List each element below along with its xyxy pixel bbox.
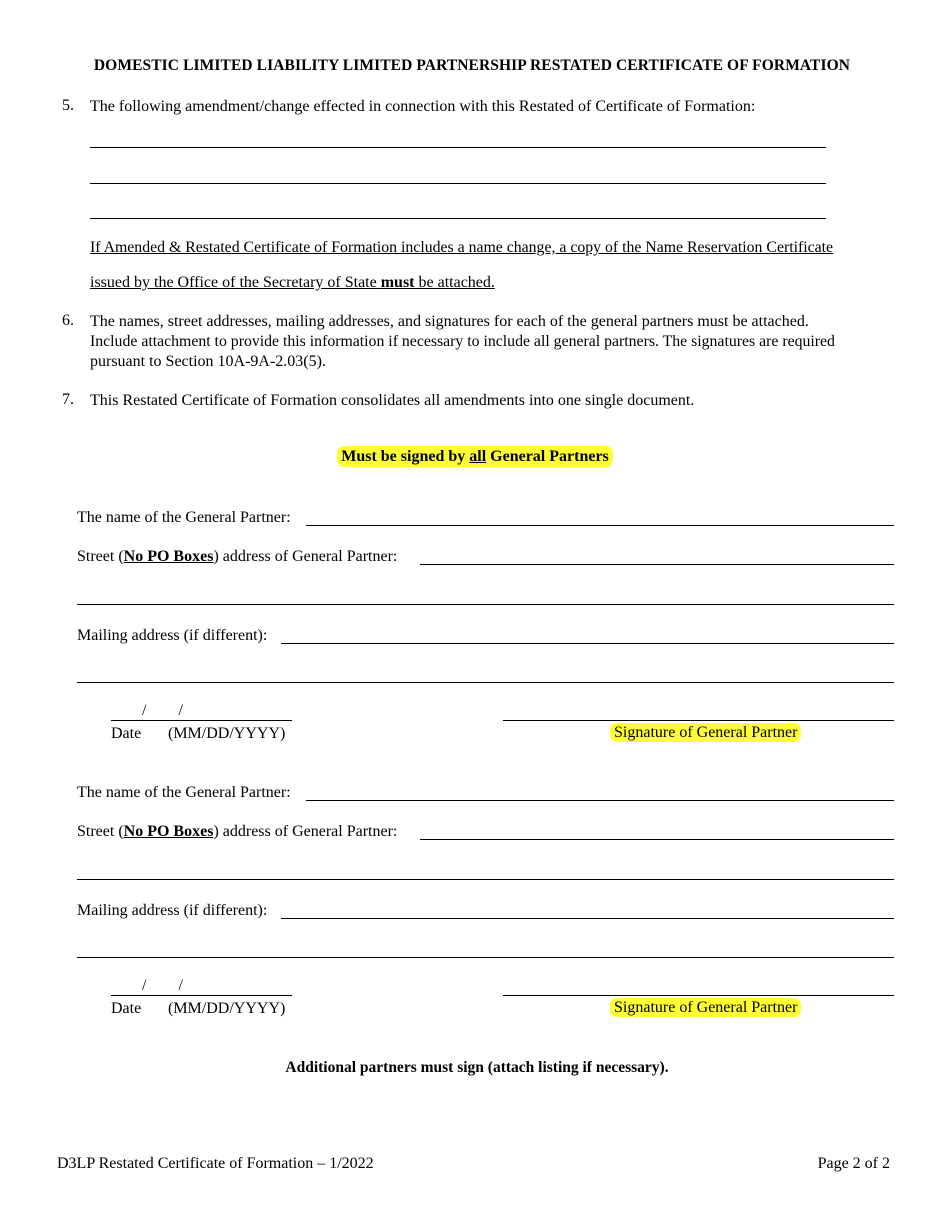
notice-pre: Must be signed by bbox=[341, 448, 470, 465]
partner-2-signature-label bbox=[610, 999, 801, 1017]
name-change-note-line-2 bbox=[90, 273, 495, 293]
item-6-number: 6. bbox=[62, 312, 74, 329]
partner-1-date-field[interactable] bbox=[111, 720, 292, 721]
signing-notice bbox=[0, 448, 950, 466]
partner-1-signature-field[interactable] bbox=[503, 720, 894, 721]
partner-1-name-label: The name of the General Partner: bbox=[77, 509, 291, 526]
partner-2-mailing-field[interactable] bbox=[281, 918, 894, 919]
item-6-line-1: The names, street addresses, mailing addresses, and signatures for each of the general partners must be attached. bbox=[90, 313, 809, 330]
note-text: issued by the Office of the Secretary of State bbox=[90, 274, 381, 291]
partner-2-date-field[interactable] bbox=[111, 995, 292, 996]
partner-2-date-label: Date bbox=[111, 1000, 142, 1017]
item-7-number: 7. bbox=[62, 391, 74, 408]
partner-1-mailing-field[interactable] bbox=[281, 643, 894, 644]
signature-label-text: Signature of General Partner bbox=[610, 998, 801, 1017]
notice-all: all bbox=[469, 448, 487, 465]
note-must: must bbox=[380, 274, 415, 291]
partner-1-street-field[interactable] bbox=[420, 564, 894, 565]
amendment-line-3[interactable] bbox=[90, 218, 826, 219]
item-6-line-2: Include attachment to provide this information if necessary to include all general partners. The signatures are required bbox=[90, 333, 835, 350]
partner-2-mailing-label: Mailing address (if different): bbox=[77, 902, 268, 919]
item-5-text: The following amendment/change effected in connection with this Restated of Certificate of Formation: bbox=[90, 98, 756, 115]
note-text-end: be attached. bbox=[414, 274, 495, 291]
partner-2-date-slashes: / / bbox=[142, 977, 183, 994]
footer-form-id: D3LP Restated Certificate of Formation – 1/2022 bbox=[57, 1155, 374, 1172]
partner-2-date-format: (MM/DD/YYYY) bbox=[168, 1000, 286, 1017]
partner-1-signature-label bbox=[610, 724, 801, 742]
partner-1-street-label bbox=[77, 548, 397, 566]
partner-1-date-format: (MM/DD/YYYY) bbox=[168, 725, 286, 742]
item-5-number: 5. bbox=[62, 97, 74, 114]
partner-1-street-field-line-2[interactable] bbox=[77, 604, 894, 605]
partner-1-date-slashes: / / bbox=[142, 702, 183, 719]
partner-1-mailing-label: Mailing address (if different): bbox=[77, 627, 268, 644]
name-change-note-line-1: If Amended & Restated Certificate of Formation includes a name change, a copy of the Name Reservation Certificate bbox=[90, 239, 834, 256]
street-pre: Street ( bbox=[77, 823, 124, 840]
partner-2-street-field-line-2[interactable] bbox=[77, 879, 894, 880]
signature-label-text: Signature of General Partner bbox=[610, 723, 801, 742]
additional-partners-note: Additional partners must sign (attach listing if necessary). bbox=[285, 1059, 669, 1076]
item-6-line-3: pursuant to Section 10A-9A-2.03(5). bbox=[90, 353, 326, 370]
notice-post: General Partners bbox=[486, 448, 609, 465]
amendment-line-2[interactable] bbox=[90, 183, 826, 184]
street-post: ) address of General Partner: bbox=[213, 548, 398, 565]
partner-2-name-label: The name of the General Partner: bbox=[77, 784, 291, 801]
partner-1-mailing-field-line-2[interactable] bbox=[77, 682, 894, 683]
street-post: ) address of General Partner: bbox=[213, 823, 398, 840]
no-po-boxes: No PO Boxes bbox=[123, 548, 214, 565]
no-po-boxes: No PO Boxes bbox=[123, 823, 214, 840]
partner-2-street-label bbox=[77, 823, 397, 841]
amendment-line-1[interactable] bbox=[90, 147, 826, 148]
partner-2-mailing-field-line-2[interactable] bbox=[77, 957, 894, 958]
partner-1-name-field[interactable] bbox=[306, 525, 894, 526]
partner-1-date-label: Date bbox=[111, 725, 142, 742]
footer-page-number: Page 2 of 2 bbox=[817, 1155, 890, 1172]
document-title: DOMESTIC LIMITED LIABILITY LIMITED PARTNERSHIP RESTATED CERTIFICATE OF FORMATION bbox=[93, 57, 851, 74]
street-pre: Street ( bbox=[77, 548, 124, 565]
partner-2-name-field[interactable] bbox=[306, 800, 894, 801]
partner-2-street-field[interactable] bbox=[420, 839, 894, 840]
item-7-text: This Restated Certificate of Formation consolidates all amendments into one single document. bbox=[90, 392, 695, 409]
partner-2-signature-field[interactable] bbox=[503, 995, 894, 996]
